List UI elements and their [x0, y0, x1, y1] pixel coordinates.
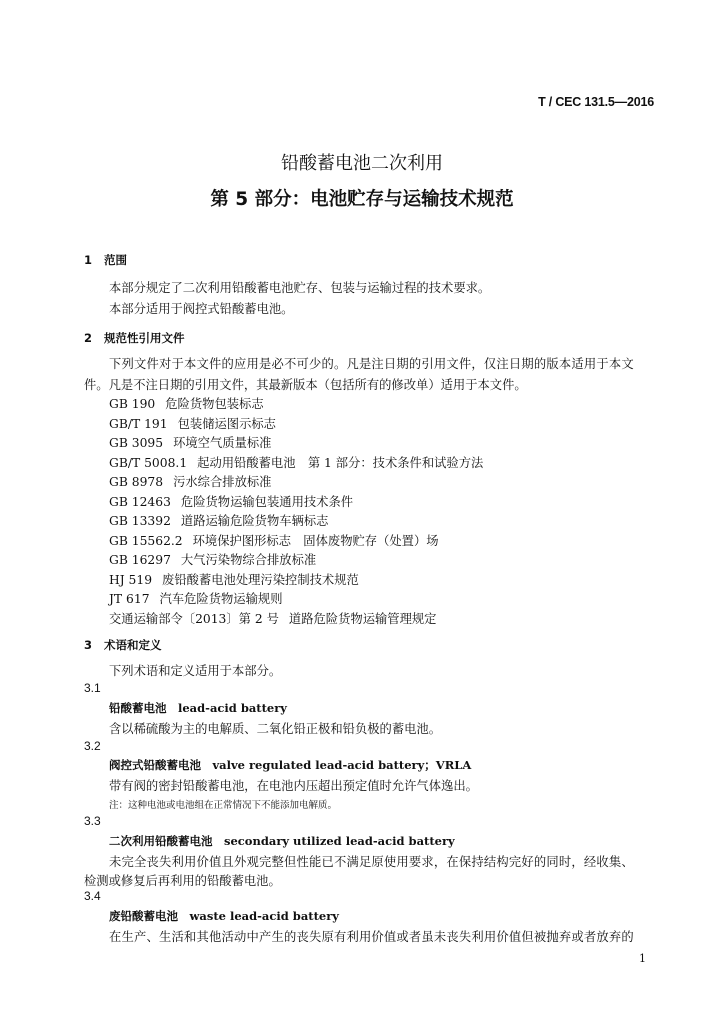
term-note: 注：这种电池或电池组在正常情况下不能添加电解质。	[109, 800, 338, 811]
reference-title: 道路运输危险货物车辆标志	[180, 514, 329, 528]
term-number: 3.1	[84, 681, 101, 695]
reference-item	[109, 433, 271, 451]
reference-item	[109, 570, 359, 588]
section-number: 2	[84, 331, 93, 345]
term-definition: 未完全丧失利用价值且外观完整但性能已不满足原使用要求，在保持结构完好的同时，经收集、	[109, 855, 634, 869]
reference-code: GB 8978	[109, 475, 164, 489]
reference-title: 环境保护图形标志 固体废物贮存（处置）场	[192, 534, 439, 548]
section-title: 范围	[104, 253, 127, 267]
reference-title: 汽车危险货物运输规则	[159, 592, 283, 606]
standard-code: T / CEC 131.5—2016	[538, 95, 654, 109]
section-heading-terms	[84, 637, 162, 653]
document-title: 铅酸蓄电池二次利用	[281, 153, 443, 174]
term-name: 二次利用铅酸蓄电池 secondary utilized lead-acid battery	[109, 834, 455, 848]
paragraph: 本部分规定了二次利用铅酸蓄电池贮存、包装与运输过程的技术要求。	[109, 281, 491, 295]
section-title: 术语和定义	[104, 638, 162, 652]
reference-code: GB 16297	[109, 553, 171, 567]
section-title: 规范性引用文件	[104, 331, 185, 345]
reference-item	[109, 609, 436, 627]
reference-title: 危险货物运输包装通用技术条件	[180, 495, 354, 509]
reference-item	[109, 531, 439, 549]
reference-title: 大气污染物综合排放标准	[180, 553, 317, 567]
reference-item	[109, 589, 283, 607]
reference-title: 污水综合排放标准	[173, 475, 272, 489]
section-heading-scope	[84, 252, 127, 268]
reference-title: 道路危险货物运输管理规定	[288, 612, 437, 626]
reference-title: 危险货物包装标志	[165, 397, 264, 411]
reference-item	[109, 453, 483, 471]
term-definition: 在生产、生活和其他活动中产生的丧失原有利用价值或者虽未丧失利用价值但被抛弃或者放弃的	[109, 930, 634, 944]
reference-code: JT 617	[109, 592, 150, 606]
reference-title: 废铅酸蓄电池处理污染控制技术规范	[162, 573, 359, 587]
reference-code: GB 190	[109, 397, 156, 411]
term-definition-continuation: 检测或修复后再利用的铅酸蓄电池。	[84, 874, 281, 888]
reference-item	[109, 550, 316, 568]
reference-code: HJ 519	[109, 573, 153, 587]
reference-code: GB 13392	[109, 514, 171, 528]
reference-item	[109, 414, 276, 432]
page-number: 1	[639, 952, 646, 965]
term-definition: 含以稀硫酸为主的电解质、二氧化铅正极和铅负极的蓄电池。	[109, 722, 442, 736]
reference-item	[109, 394, 264, 412]
document-subtitle: 第 5 部分：电池贮存与运输技术规范	[210, 189, 514, 210]
section-number: 3	[84, 638, 93, 652]
paragraph-continuation: 件。凡是不注日期的引用文件，其最新版本（包括所有的修改单）适用于本文件。	[84, 378, 527, 392]
term-number: 3.4	[84, 889, 101, 903]
paragraph: 下列术语和定义适用于本部分。	[109, 664, 282, 678]
section-number: 1	[84, 253, 93, 267]
reference-code: GB 3095	[109, 436, 164, 450]
term-name: 废铅酸蓄电池 waste lead-acid battery	[109, 909, 339, 923]
reference-item	[109, 492, 353, 510]
reference-code: 交通运输部令〔2013〕第 2 号	[109, 612, 279, 626]
reference-title: 环境空气质量标准	[173, 436, 272, 450]
reference-item	[109, 472, 271, 490]
paragraph: 本部分适用于阀控式铅酸蓄电池。	[109, 302, 294, 316]
reference-item	[109, 511, 328, 529]
term-name: 阀控式铅酸蓄电池 valve regulated lead-acid battery；VRLA	[109, 758, 472, 772]
reference-code: GB 12463	[109, 495, 171, 509]
term-name: 铅酸蓄电池 lead-acid battery	[109, 701, 287, 715]
paragraph: 下列文件对于本文件的应用是必不可少的。凡是注日期的引用文件，仅注日期的版本适用于本文	[109, 357, 634, 371]
term-definition: 带有阀的密封铅酸蓄电池，在电池内压超出预定值时允许气体逸出。	[109, 779, 478, 793]
term-number: 3.2	[84, 739, 101, 753]
reference-code: GB 15562.2	[109, 534, 183, 548]
reference-code: GB/T 5008.1	[109, 456, 188, 470]
section-heading-references	[84, 330, 185, 346]
reference-title: 起动用铅酸蓄电池 第 1 部分：技术条件和试验方法	[197, 456, 484, 470]
reference-code: GB/T 191	[109, 417, 168, 431]
reference-title: 包装储运图示标志	[177, 417, 276, 431]
term-number: 3.3	[84, 814, 101, 828]
